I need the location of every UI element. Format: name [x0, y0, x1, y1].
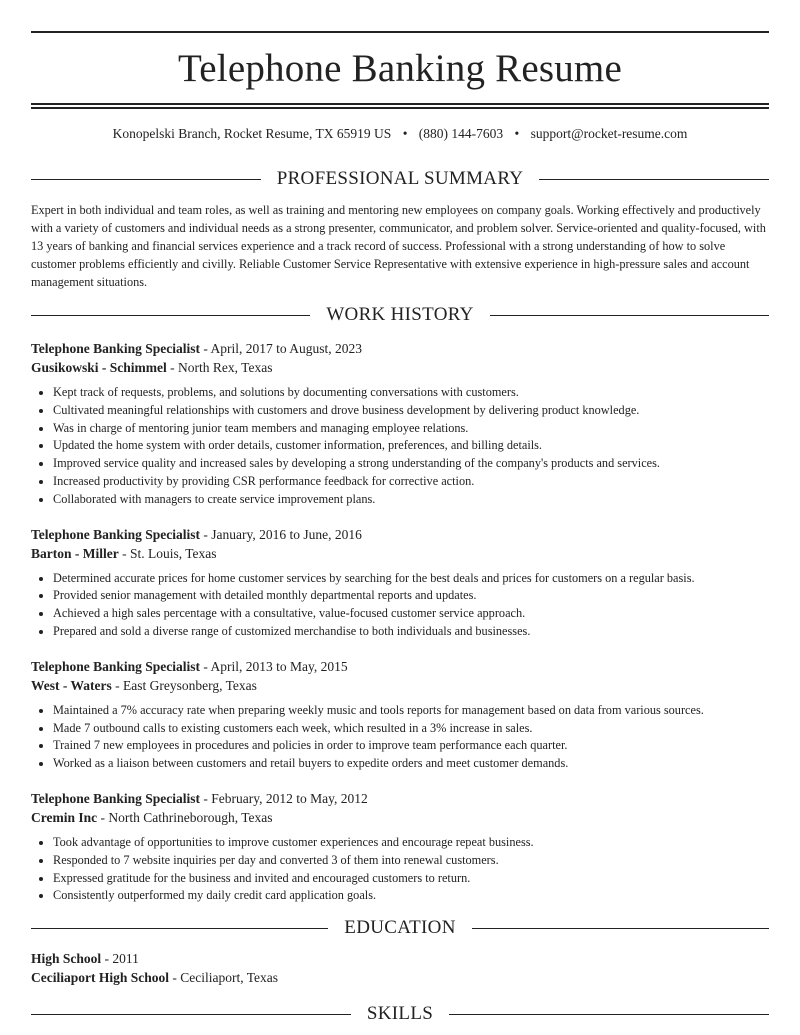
divider	[31, 1014, 351, 1015]
education-degree: High School	[31, 951, 102, 967]
divider	[472, 928, 769, 929]
resume-page	[31, 0, 769, 1027]
job-bullet: • Trained 7 new employees in procedures and policies in order to improve team performance each quarter.	[53, 737, 769, 755]
job-company: West - Waters	[31, 677, 112, 693]
divider	[31, 315, 310, 316]
job-bullet-list	[31, 702, 769, 773]
job-company-line	[31, 676, 769, 695]
job-bullet: • Provided senior management with detailed monthly departmental reports and updates.	[53, 587, 769, 605]
job-location: - North Rex, Texas	[166, 360, 273, 375]
job-dates: - February, 2012 to May, 2012	[200, 790, 368, 806]
job-bullet: • Expressed gratitude for the business and invited and encouraged customers to return.	[53, 870, 769, 888]
job-company: Gusikowski - Schimmel	[31, 360, 167, 375]
job-bullet: • Kept track of requests, problems, and solutions by documenting conversations with customers.	[53, 384, 769, 402]
contact-email: support@rocket-resume.com	[530, 126, 688, 141]
work-history-list	[31, 339, 769, 905]
job-entry	[31, 339, 769, 509]
education-degree-line	[31, 949, 769, 968]
job-bullet: • Updated the home system with order details, customer information, preferences, and billing details.	[53, 437, 769, 455]
skills-section-title: SKILLS	[366, 1003, 434, 1025]
job-company: Cremin Inc	[31, 809, 98, 825]
job-bullet: • Responded to 7 website inquiries per day and converted 3 of them into renewal customers.	[53, 852, 769, 870]
title-double-rule	[31, 103, 769, 109]
job-bullet: • Took advantage of opportunities to improve customer experiences and encourage repeat business.	[53, 834, 769, 852]
job-company: Barton - Miller	[31, 545, 119, 561]
contact-address: Konopelski Branch, Rocket Resume, TX 65919 US	[112, 126, 392, 141]
top-rule	[31, 31, 769, 33]
divider	[490, 315, 769, 316]
divider	[539, 179, 769, 180]
job-title: Telephone Banking Specialist	[31, 526, 201, 542]
job-bullet: • Prepared and sold a diverse range of customized merchandise to both individuals and businesses.	[53, 623, 769, 641]
job-bullet: • Collaborated with managers to create service improvement plans.	[53, 491, 769, 509]
job-location: - East Greysonberg, Texas	[111, 677, 257, 693]
job-bullet-list	[31, 834, 769, 905]
contact-phone: (880) 144-7603	[418, 126, 504, 141]
job-bullet: • Consistently outperformed my daily credit card application goals.	[53, 887, 769, 905]
job-company-line	[31, 358, 769, 377]
contact-line	[31, 126, 769, 146]
job-title: Telephone Banking Specialist	[31, 658, 201, 674]
job-bullet: • Improved service quality and increased sales by developing a strong understanding of the company's products and services.	[53, 455, 769, 473]
education-location: - Ceciliaport, Texas	[169, 970, 279, 986]
job-bullet: • Was in charge of mentoring junior team members and managing employee relations.	[53, 420, 769, 438]
job-dates: - January, 2016 to June, 2016	[200, 526, 362, 542]
education-school: Ceciliaport High School	[31, 970, 169, 986]
job-bullet: • Increased productivity by providing CSR performance feedback for corrective action.	[53, 473, 769, 491]
education-entry	[31, 949, 769, 987]
education-school-line	[31, 968, 769, 987]
job-dates: - April, 2017 to August, 2023	[200, 341, 363, 356]
job-title: Telephone Banking Specialist	[31, 790, 201, 806]
work-section-header	[31, 302, 769, 328]
summary-section-header	[31, 166, 769, 192]
job-bullet: • Cultivated meaningful relationships with customers and drove business development by delivering product knowledge.	[53, 402, 769, 420]
job-title: Telephone Banking Specialist	[31, 341, 201, 356]
job-bullet: • Made 7 outbound calls to existing customers each week, which resulted in a 3% increase in sales.	[53, 720, 769, 738]
job-entry	[31, 657, 769, 773]
job-location: - St. Louis, Texas	[118, 545, 217, 561]
divider	[31, 928, 328, 929]
job-dates: - April, 2013 to May, 2015	[200, 658, 348, 674]
job-title-line	[31, 657, 769, 676]
education-section-title: EDUCATION	[344, 917, 456, 939]
summary-text: Expert in both individual and team roles, as well as training and mentoring new employees on company goals. Working effectively and productively with a variety of customers and individual needs as a strong presenter, communicator, and problem solver. Service-oriented and quality-focused, with 13 years of banking and financial services experience and a track record of success. Professional with a strong understanding of how to solve customer problems efficiently and civilly. Reliable Customer Service Representative with extensive experience in high-pressure sales and account management situations.	[31, 203, 766, 289]
job-bullet-list	[31, 570, 769, 641]
job-entry	[31, 525, 769, 641]
job-bullet: • Determined accurate prices for home customer services by searching for the best deals and prices for customers on a regular basis.	[53, 570, 769, 588]
contact-separator: •	[402, 126, 408, 141]
job-title-line	[31, 789, 769, 808]
job-title-line	[31, 525, 769, 544]
job-bullet: • Achieved a high sales percentage with a consultative, value-focused customer service approach.	[53, 605, 769, 623]
skills-section-header	[31, 1001, 769, 1027]
job-bullet: • Worked as a liaison between customers and retail buyers to expedite orders and meet customer demands.	[53, 755, 769, 773]
divider	[31, 179, 261, 180]
divider	[449, 1014, 769, 1015]
job-location: - North Cathrineborough, Texas	[97, 809, 273, 825]
education-section-header	[31, 915, 769, 941]
summary-section-title: PROFESSIONAL SUMMARY	[276, 168, 524, 189]
job-title-line	[31, 339, 769, 358]
job-company-line	[31, 808, 769, 827]
contact-separator: •	[514, 126, 520, 141]
job-entry	[31, 789, 769, 905]
page-title: Telephone Banking Resume	[178, 47, 622, 90]
job-bullet-list	[31, 384, 769, 509]
job-bullet: • Maintained a 7% accuracy rate when preparing weekly music and tools reports for management based on data from various sources.	[53, 702, 769, 720]
work-section-title: WORK HISTORY	[326, 304, 474, 325]
education-year: - 2011	[101, 951, 139, 967]
job-company-line	[31, 544, 769, 563]
